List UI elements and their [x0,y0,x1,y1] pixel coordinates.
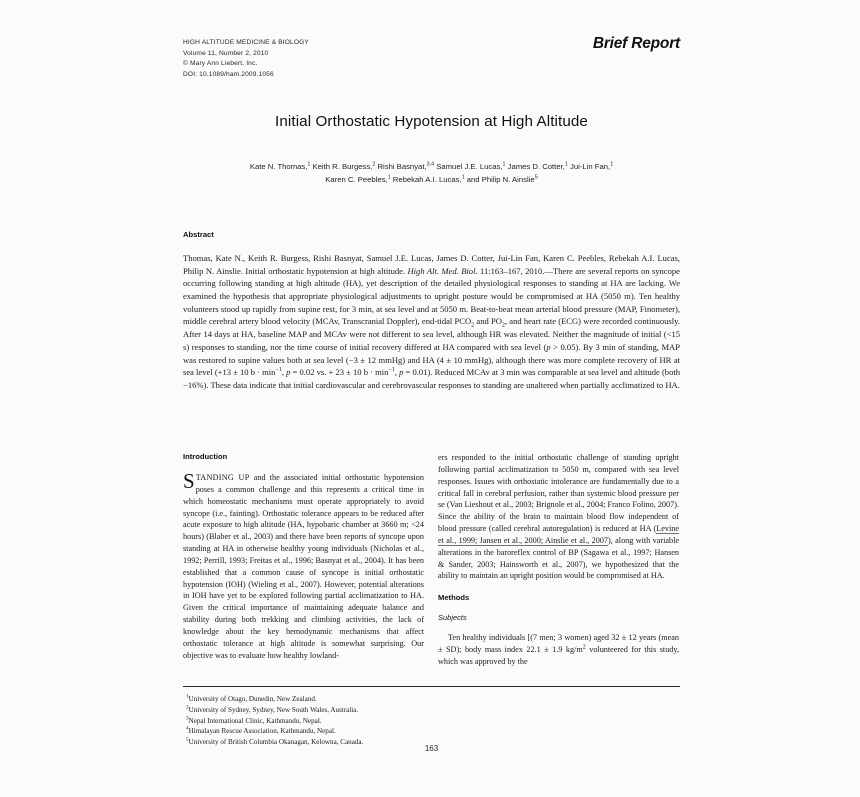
author-affiliation-marker: 1 [461,174,465,181]
subjects-paragraph: Ten healthy individuals [(7 men; 3 women) aged 32 ± 12 years (mean ± SD); body mass index 22.1 ± 1.9 $kg/m^2$ volunteered for this study, which was approved by the [438,633,680,666]
po2-subscript: 2 [501,323,505,330]
body-columns [183,452,680,677]
affiliation-footnote: $^2$University of Sydney, Sydney, New South Wales, Australia. [186,704,359,714]
page-content [183,0,680,797]
small-caps-opening: TANDING UP [195,472,250,482]
journal-doi: DOI: 10.1089/ham.2009.1056 [183,71,274,79]
methods-heading: Methods [438,593,470,603]
affiliation-footnote: $^3$Nepal International Clinic, Kathmandu, Nepal. [186,715,322,725]
footnote-divider [183,686,680,687]
author-affiliation-marker: 5 [534,174,538,181]
journal-info-block [183,38,309,81]
abstract-body: Thomas, Kate N., Keith R. Burgess, Rishi Basnyat, Samuel J.E. Lucas, James D. Cotter, Jui-Lin Fan, Karen C. Peebles, Rebekah A.I. Lucas, Philip N. Ainslie. Initial orthostatic hypotension at high altitude. High Alt. Med. Biol. 11:163–167, 2010.—There are several reports on syncope occurring following standing at high altitude (HA), yet description of the detailed physiological responses to standing at HA are lacking. We examined the hypothesis that appropriate physiological adjustments to upright posture would be compromised at HA (5050 m). Ten healthy volunteers stood up rapidly from supine rest, for 3 min, at sea level and at 5050 m. Beat-to-beat mean arterial blood pressure (MAP, Finometer), middle cerebral artery blood velocity (MCAv, Transcranial Doppler), end-tidal $PCO_2$ and $PO_2$, and heart rate (ECG) were recorded continuously. After 14 days at HA, baseline MAP and MCAv were not different to sea level, although HR was elevated. Neither the magnitude of initial (<15 s) responses to standing, nor the time course of initial recovery differed at HA compared with sea level (p > 0.05). By 3 min of standing, MAP was restored to supine values both at sea level (−3 ± 12 mmHg) and HA (4 ± 10 mmHg), although there was more complete recovery of HR at sea level (+13 ± 10 $b \cdot \min^{-1}$, p = 0.02 vs. + 23 ± 10 $b \cdot \min^{-1}$, p = 0.01). Reduced MCAv at 3 min was comparable at sea level and altitude (both −16%). These data indicate that initial cardiovascular and cerebrovascular responses to standing are unaltered when partially acclimatized to HA. [183,253,681,390]
drop-cap-letter: S [183,468,195,493]
journal-publisher: © Mary Ann Liebert, Inc. [183,60,258,68]
right-column [438,452,679,677]
introduction-continued-paragraph: ers responded to the initial orthostatic challenge of standing upright following partial acclimatization to 5050 m, compared with sea level responses. Issues with orthostatic intolerance are fundamentally due to a critical fall in cerebral perfusion, rather than systemic blood pressure per se (Van Lieshout et al., 2003; Brignole et al., 2004; Franco Folino, 2007). Since the ability of the brain to maintain blood flow independent of blood pressure (called cerebral autoregulation) is reduced at HA (Levine et al., 1999; Jansen et al., 2000; Ainslie et al., 2007), along with variable alterations in the baroreflex control of BP (Sagawa et al., 1997; Hansen & Sander, 2003; Hainsworth et al., 2007), we hypothesized that the ability to maintain an upright position would be compromised at HA. [438,453,679,581]
subjects-subheading: Subjects [438,613,467,623]
citation-link[interactable]: Levine et al., 1999; Jansen et al., 2000; Ainslie et al., 2007 [438,524,679,545]
footnote-marker: 4 [186,725,189,732]
affiliation-footnote: $^4$Himalayan Rescue Association, Kathmandu, Nepal. [186,725,336,736]
affiliation-footnote: $^1$University of Otago, Dunedin, New Zealand. [186,693,317,703]
p-value-symbol: p [399,367,404,378]
introduction-heading: Introduction [183,452,228,461]
footnote-marker: 5 [186,736,189,743]
journal-name: HIGH ALTITUDE MEDICINE & BIOLOGY [183,39,309,46]
footnote-marker: 1 [186,693,189,700]
left-column [183,452,424,677]
abstract-heading: Abstract [183,230,214,239]
footnote-marker: 3 [186,715,189,722]
journal-volume: Volume 11, Number 2, 2010 [183,49,269,57]
introduction-paragraph: STANDING UP and the associated initial orthostatic hypotension poses a common challenge and this represents a critical time in which homeostatic mechanisms must operate appropriately to avoid syncope (i.e., fainting). Orthostatic tolerance appears to be reduced after acute exposure to high altitude (HA, hypobaric chamber at 3660 m; <24 hours) (Blaber et al., 2003) and there have been reports of syncope upon standing at HA in otherwise healthy young individuals (Nicholas et al., 1992; Perrill, 1993; Freitas et al., 1996; Basnyat et al., 2004). It has been established that a common cause of syncope is initial orthostatic hypotension (IOH) (Wieling et al., 2007). However, potential alterations in IOH have yet to be explored following partial acclimatization to HA. Given the critical importance of maintaining adequate balance and stability during both trekking and climbing activities, the lack of knowledge about the key hemodynamic mechanisms that affect orthostatic tolerance at high altitude is somewhat surprising. Our objective was to evaluate how healthy lowland- [183,468,424,660]
pco2-subscript: 2 [471,323,475,330]
author-affiliation-marker: 1 [564,161,568,168]
author-affiliation-marker: 3,4 [426,161,435,168]
author-affiliation-marker: 1 [502,161,506,168]
minus-one-exponent: −1 [275,367,282,374]
p-value-symbol: p [286,367,291,378]
footnote-marker: 2 [186,704,189,711]
bmi-squared-exponent: 2 [582,644,586,651]
masthead [183,35,680,81]
page-number: 163 [424,744,439,753]
abstract-journal-name: High Alt. Med. Biol. [407,265,478,276]
author-affiliation-marker: 1 [307,161,311,168]
author-line-1: Kate N. Thomas,$^1$ Keith R. Burgess,$^2$ Rishi Basnyat,$^{3,4}$ Samuel J.E. Lucas,$^1$ James D. Cotter,$^1$ Jui-Lin Fan,$^1$ [249,161,614,171]
author-affiliation-marker: 1 [610,161,614,168]
p-value-symbol: p [546,341,551,352]
minus-one-exponent: −1 [388,367,395,374]
article-title: Initial Orthostatic Hypotension at High Altitude [275,113,588,130]
article-type-label: Brief Report [592,35,680,52]
author-affiliation-marker: 1 [387,174,391,181]
author-list [189,160,674,186]
author-affiliation-marker: 2 [372,161,376,168]
author-line-2: Karen C. Peebles,$^1$ Rebekah A.I. Lucas,$^1$ and Philip N. Ainslie$^5$ [325,174,538,185]
affiliation-footnote: $^5$University of British Columbia Okanagan, Kelowna, Canada. [186,736,364,747]
affiliation-footnotes [186,694,666,748]
